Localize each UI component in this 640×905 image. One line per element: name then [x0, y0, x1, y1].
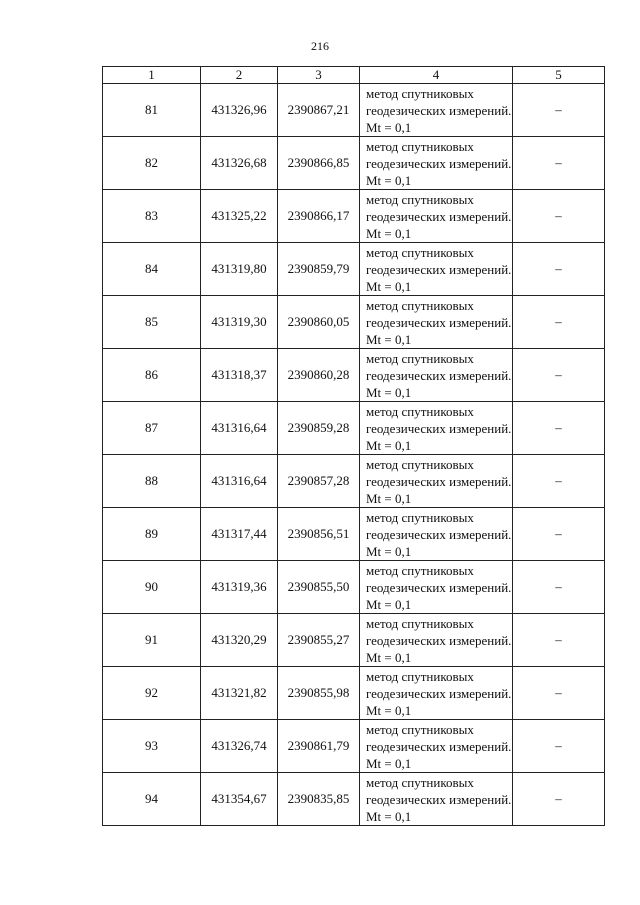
- y-coordinate-cell: 2390855,98: [278, 667, 360, 720]
- note-cell: –: [513, 667, 605, 720]
- point-number-cell: 90: [103, 561, 201, 614]
- method-cell: метод спутниковых геодезических измерений. Mt = 0,1: [360, 667, 513, 720]
- x-coordinate-cell: 431319,36: [201, 561, 278, 614]
- x-coordinate-cell: 431326,68: [201, 137, 278, 190]
- point-number-cell: 85: [103, 296, 201, 349]
- point-number-cell: 86: [103, 349, 201, 402]
- y-coordinate-cell: 2390860,28: [278, 349, 360, 402]
- y-coordinate-cell: 2390857,28: [278, 455, 360, 508]
- method-cell: метод спутниковых геодезических измерений. Mt = 0,1: [360, 296, 513, 349]
- y-coordinate-cell: 2390861,79: [278, 720, 360, 773]
- method-cell: метод спутниковых геодезических измерений. Mt = 0,1: [360, 508, 513, 561]
- method-cell: метод спутниковых геодезических измерений. Mt = 0,1: [360, 773, 513, 826]
- point-number-cell: 84: [103, 243, 201, 296]
- method-cell: метод спутниковых геодезических измерений. Mt = 0,1: [360, 137, 513, 190]
- coordinates-table: [102, 66, 605, 826]
- y-coordinate-cell: 2390855,50: [278, 561, 360, 614]
- table-row: [103, 243, 605, 296]
- table-row: [103, 455, 605, 508]
- note-cell: –: [513, 243, 605, 296]
- method-cell: метод спутниковых геодезических измерений. Mt = 0,1: [360, 561, 513, 614]
- method-cell: метод спутниковых геодезических измерений. Mt = 0,1: [360, 720, 513, 773]
- y-coordinate-cell: 2390859,79: [278, 243, 360, 296]
- method-cell: метод спутниковых геодезических измерений. Mt = 0,1: [360, 455, 513, 508]
- note-cell: –: [513, 614, 605, 667]
- table-row: [103, 667, 605, 720]
- note-cell: –: [513, 137, 605, 190]
- table-body: [103, 84, 605, 826]
- x-coordinate-cell: 431321,82: [201, 667, 278, 720]
- table-row: [103, 137, 605, 190]
- note-cell: –: [513, 773, 605, 826]
- note-cell: –: [513, 296, 605, 349]
- method-cell: метод спутниковых геодезических измерений. Mt = 0,1: [360, 84, 513, 137]
- page-number: 216: [311, 39, 329, 53]
- note-cell: –: [513, 508, 605, 561]
- point-number-cell: 93: [103, 720, 201, 773]
- column-header-1: 1: [103, 67, 201, 84]
- x-coordinate-cell: 431326,96: [201, 84, 278, 137]
- method-cell: метод спутниковых геодезических измерений. Mt = 0,1: [360, 402, 513, 455]
- x-coordinate-cell: 431319,80: [201, 243, 278, 296]
- method-cell: метод спутниковых геодезических измерений. Mt = 0,1: [360, 614, 513, 667]
- column-header-3: 3: [278, 67, 360, 84]
- y-coordinate-cell: 2390835,85: [278, 773, 360, 826]
- y-coordinate-cell: 2390867,21: [278, 84, 360, 137]
- note-cell: –: [513, 402, 605, 455]
- y-coordinate-cell: 2390859,28: [278, 402, 360, 455]
- y-coordinate-cell: 2390856,51: [278, 508, 360, 561]
- column-header-4: 4: [360, 67, 513, 84]
- table-row: [103, 84, 605, 137]
- point-number-cell: 82: [103, 137, 201, 190]
- point-number-cell: 88: [103, 455, 201, 508]
- x-coordinate-cell: 431316,64: [201, 455, 278, 508]
- y-coordinate-cell: 2390855,27: [278, 614, 360, 667]
- point-number-cell: 81: [103, 84, 201, 137]
- point-number-cell: 83: [103, 190, 201, 243]
- table-row: [103, 508, 605, 561]
- note-cell: –: [513, 349, 605, 402]
- column-header-2: 2: [201, 67, 278, 84]
- header-row: [103, 67, 605, 84]
- method-cell: метод спутниковых геодезических измерений. Mt = 0,1: [360, 243, 513, 296]
- table-header: [103, 67, 605, 84]
- table-row: [103, 773, 605, 826]
- method-cell: метод спутниковых геодезических измерений. Mt = 0,1: [360, 349, 513, 402]
- point-number-cell: 94: [103, 773, 201, 826]
- note-cell: –: [513, 190, 605, 243]
- note-cell: –: [513, 84, 605, 137]
- x-coordinate-cell: 431317,44: [201, 508, 278, 561]
- table-row: [103, 614, 605, 667]
- x-coordinate-cell: 431316,64: [201, 402, 278, 455]
- x-coordinate-cell: 431320,29: [201, 614, 278, 667]
- point-number-cell: 87: [103, 402, 201, 455]
- method-cell: метод спутниковых геодезических измерений. Mt = 0,1: [360, 190, 513, 243]
- column-header-5: 5: [513, 67, 605, 84]
- point-number-cell: 91: [103, 614, 201, 667]
- table-row: [103, 349, 605, 402]
- x-coordinate-cell: 431326,74: [201, 720, 278, 773]
- note-cell: –: [513, 720, 605, 773]
- note-cell: –: [513, 455, 605, 508]
- x-coordinate-cell: 431319,30: [201, 296, 278, 349]
- note-cell: –: [513, 561, 605, 614]
- x-coordinate-cell: 431325,22: [201, 190, 278, 243]
- table-row: [103, 296, 605, 349]
- point-number-cell: 92: [103, 667, 201, 720]
- table-row: [103, 561, 605, 614]
- y-coordinate-cell: 2390866,85: [278, 137, 360, 190]
- table-row: [103, 720, 605, 773]
- table-row: [103, 190, 605, 243]
- x-coordinate-cell: 431354,67: [201, 773, 278, 826]
- y-coordinate-cell: 2390866,17: [278, 190, 360, 243]
- point-number-cell: 89: [103, 508, 201, 561]
- x-coordinate-cell: 431318,37: [201, 349, 278, 402]
- table-row: [103, 402, 605, 455]
- y-coordinate-cell: 2390860,05: [278, 296, 360, 349]
